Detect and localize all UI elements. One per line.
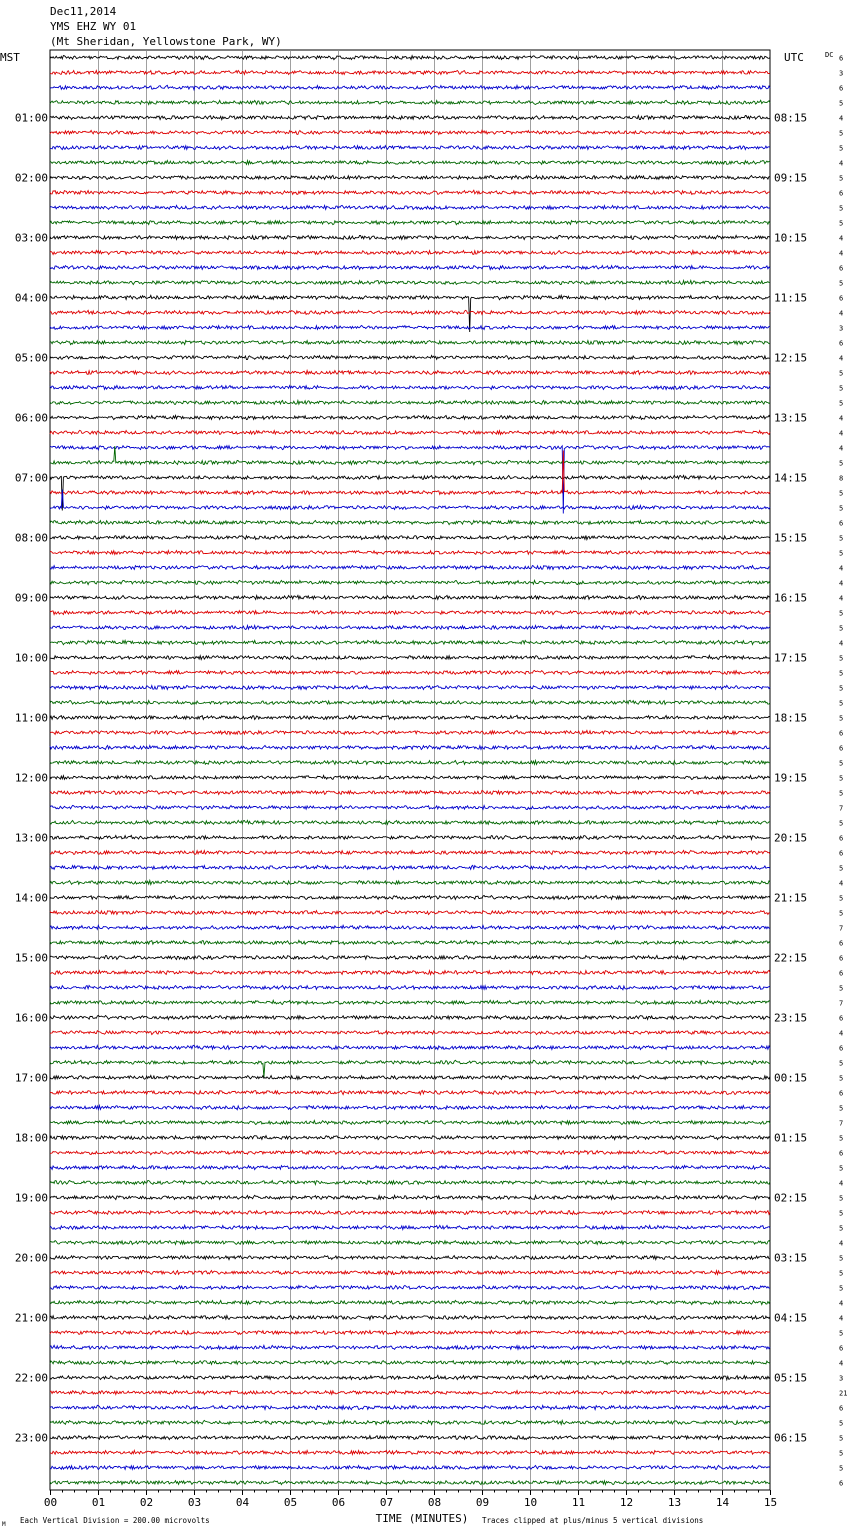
dc-value: 4: [839, 354, 844, 363]
dc-value: 4: [839, 114, 844, 123]
dc-value: 5: [839, 759, 844, 768]
x-tick-label: 12: [619, 1496, 634, 1509]
dc-value: 5: [839, 1134, 844, 1143]
dc-value: 4: [839, 249, 844, 258]
seismic-trace: [50, 940, 770, 944]
dc-value: 6: [839, 1404, 844, 1413]
dc-value: 3: [839, 1374, 844, 1383]
seismic-trace: [50, 430, 770, 434]
x-tick-label: 06: [331, 1496, 346, 1509]
seismic-trace: [50, 1075, 770, 1079]
dc-value: 5: [839, 714, 844, 723]
seismic-trace: [50, 865, 770, 869]
mst-hour-label: 18:00: [14, 1131, 48, 1145]
dc-value: 5: [839, 1284, 844, 1293]
utc-hour-label: 13:15: [774, 411, 808, 425]
seismic-trace: [50, 971, 770, 975]
dc-value: 6: [839, 729, 844, 738]
seismic-trace: [50, 1166, 770, 1170]
seismic-trace: [50, 266, 770, 270]
dc-value: 5: [839, 1074, 844, 1083]
mst-hour-label: 01:00: [14, 111, 48, 125]
seismic-trace: [50, 146, 770, 150]
seismic-trace: [50, 1375, 770, 1379]
mst-hour-label: 19:00: [14, 1191, 48, 1205]
seismic-trace: [50, 446, 770, 514]
dc-value: 5: [839, 654, 844, 663]
mst-hour-label: 02:00: [14, 171, 48, 185]
utc-hour-label: 10:15: [774, 231, 808, 245]
dc-value: 5: [839, 864, 844, 873]
seismic-trace: [50, 1405, 770, 1409]
dc-value: 5: [839, 1464, 844, 1473]
dc-value: 5: [839, 984, 844, 993]
seismic-trace: [50, 1225, 770, 1229]
dc-value: 4: [839, 579, 844, 588]
seismic-trace: [50, 685, 770, 689]
dc-value: 6: [839, 189, 844, 198]
corner-mark: M: [2, 1521, 6, 1528]
seismic-trace: [50, 1195, 770, 1199]
mst-hour-label: 04:00: [14, 291, 48, 305]
seismic-trace: [50, 1210, 770, 1214]
right-axis-label-utc: UTC: [784, 51, 804, 64]
dc-value: 3: [839, 69, 844, 78]
seismic-trace: [50, 1060, 770, 1077]
seismic-trace: [50, 1271, 770, 1275]
seismic-trace: [50, 566, 770, 570]
seismic-trace: [50, 776, 770, 780]
mst-hour-label: 20:00: [14, 1251, 48, 1265]
dc-value: 5: [839, 1209, 844, 1218]
seismic-trace: [50, 790, 770, 794]
seismic-trace: [50, 190, 770, 194]
x-axis-title: TIME (MINUTES): [375, 1512, 469, 1525]
x-tick-label: 08: [427, 1496, 442, 1509]
dc-value: 6: [839, 1344, 844, 1353]
mst-hour-label: 08:00: [14, 531, 48, 545]
dc-value: 5: [839, 1449, 844, 1458]
seismic-trace: [50, 310, 770, 314]
dc-value: 5: [839, 174, 844, 183]
dc-value: 7: [839, 1119, 844, 1128]
utc-hour-label: 14:15: [774, 471, 808, 485]
seismic-trace: [50, 820, 770, 824]
seismic-trace: [50, 611, 770, 615]
seismic-trace: [50, 1450, 770, 1454]
seismic-trace: [50, 281, 770, 285]
dc-value: 5: [839, 219, 844, 228]
dc-value: 5: [839, 1329, 844, 1338]
seismic-trace: [50, 371, 770, 375]
dc-value: 5: [839, 369, 844, 378]
utc-hour-label: 00:15: [774, 1071, 808, 1085]
dc-value: 5: [839, 459, 844, 468]
seismic-trace: [50, 640, 770, 644]
seismic-trace: [50, 116, 770, 120]
seismic-trace: [50, 340, 770, 344]
mst-hour-label: 06:00: [14, 411, 48, 425]
seismic-trace: [50, 1315, 770, 1319]
dc-value: 5: [839, 1164, 844, 1173]
dc-value: 6: [839, 1149, 844, 1158]
seismic-trace: [50, 925, 770, 929]
dc-value: 4: [839, 309, 844, 318]
dc-value: 6: [839, 969, 844, 978]
dc-value: 4: [839, 879, 844, 888]
seismic-trace: [50, 400, 770, 404]
utc-hour-label: 03:15: [774, 1251, 808, 1265]
dc-value: 4: [839, 159, 844, 168]
dc-value: 5: [839, 624, 844, 633]
seismic-trace: [50, 175, 770, 179]
dc-value: 3: [839, 324, 844, 333]
mst-hour-label: 12:00: [14, 771, 48, 785]
dc-value: 7: [839, 804, 844, 813]
dc-value: 4: [839, 234, 844, 243]
seismic-trace: [50, 580, 770, 584]
seismic-trace: [50, 1181, 770, 1185]
dc-value: 6: [839, 744, 844, 753]
dc-value: 21: [839, 1389, 848, 1398]
dc-value: 5: [839, 669, 844, 678]
mst-hour-label: 23:00: [14, 1431, 48, 1445]
seismic-trace: [50, 1391, 770, 1395]
seismic-trace: [50, 1136, 770, 1140]
utc-hour-label: 16:15: [774, 591, 808, 605]
seismic-trace: [50, 1480, 770, 1484]
mst-hour-label: 07:00: [14, 471, 48, 485]
seismic-trace: [50, 670, 770, 674]
seismic-trace: [50, 1435, 770, 1439]
dc-value: 5: [839, 384, 844, 393]
dc-value: 5: [839, 549, 844, 558]
dc-value: 6: [839, 84, 844, 93]
dc-value: 4: [839, 1239, 844, 1248]
dc-value: 4: [839, 1299, 844, 1308]
utc-hour-label: 19:15: [774, 771, 808, 785]
x-tick-label: 15: [763, 1496, 778, 1509]
mst-hour-label: 16:00: [14, 1011, 48, 1025]
dc-value: 6: [839, 1014, 844, 1023]
dc-value: 4: [839, 414, 844, 423]
mst-hour-label: 09:00: [14, 591, 48, 605]
mst-hour-label: 17:00: [14, 1071, 48, 1085]
seismic-trace: [50, 1000, 770, 1004]
utc-hour-label: 23:15: [774, 1011, 808, 1025]
seismic-trace: [50, 1031, 770, 1035]
mst-hour-label: 05:00: [14, 351, 48, 365]
seismic-trace: [50, 1285, 770, 1289]
x-tick-label: 11: [571, 1496, 586, 1509]
x-tick-label: 00: [43, 1496, 58, 1509]
dc-value: 6: [839, 264, 844, 273]
seismic-trace: [50, 655, 770, 659]
dc-value: 5: [839, 1224, 844, 1233]
seismic-trace: [50, 355, 770, 359]
seismic-trace: [50, 595, 770, 599]
utc-hour-label: 17:15: [774, 651, 808, 665]
seismic-trace: [50, 805, 770, 809]
dc-value: 5: [839, 1194, 844, 1203]
mst-hour-label: 10:00: [14, 651, 48, 665]
seismic-trace: [50, 850, 770, 854]
utc-hour-label: 22:15: [774, 951, 808, 965]
seismic-trace: [50, 386, 770, 390]
dc-value: 5: [839, 699, 844, 708]
dc-value: 5: [839, 129, 844, 138]
seismic-trace: [50, 746, 770, 750]
seismic-trace: [50, 551, 770, 555]
x-tick-label: 14: [715, 1496, 730, 1509]
seismic-trace: [50, 161, 770, 165]
utc-hour-label: 11:15: [774, 291, 808, 305]
dc-value: 5: [839, 1059, 844, 1068]
x-tick-label: 10: [523, 1496, 538, 1509]
dc-column-label: DC: [825, 51, 834, 59]
seismic-trace: [50, 896, 770, 900]
seismic-trace: [50, 956, 770, 960]
left-axis-label-mst: MST: [0, 51, 20, 64]
dc-value: 5: [839, 1104, 844, 1113]
utc-hour-label: 20:15: [774, 831, 808, 845]
dc-value: 5: [839, 1254, 844, 1263]
dc-value: 8: [839, 474, 844, 483]
seismic-trace: [50, 451, 770, 495]
dc-value: 5: [839, 1434, 844, 1443]
dc-value: 4: [839, 1179, 844, 1188]
seismic-trace: [50, 205, 770, 209]
dc-value: 5: [839, 789, 844, 798]
mst-hour-label: 21:00: [14, 1311, 48, 1325]
seismic-trace: [50, 85, 770, 89]
dc-value: 4: [839, 444, 844, 453]
seismic-trace: [50, 1300, 770, 1304]
x-tick-label: 09: [475, 1496, 490, 1509]
mst-hour-label: 11:00: [14, 711, 48, 725]
seismic-trace: [50, 1015, 770, 1019]
utc-hour-label: 09:15: [774, 171, 808, 185]
seismic-trace: [50, 715, 770, 719]
utc-hour-label: 06:15: [774, 1431, 808, 1445]
dc-value: 4: [839, 429, 844, 438]
utc-hour-label: 01:15: [774, 1131, 808, 1145]
dc-value: 5: [839, 534, 844, 543]
utc-hour-label: 08:15: [774, 111, 808, 125]
seismic-trace: [50, 761, 770, 765]
dc-value: 5: [839, 504, 844, 513]
utc-hour-label: 15:15: [774, 531, 808, 545]
seismic-trace: [50, 1420, 770, 1424]
x-tick-label: 01: [91, 1496, 106, 1509]
dc-value: 4: [839, 639, 844, 648]
scale-note: Each Vertical Division = 200.00 microvolts: [20, 1516, 210, 1525]
dc-value: 5: [839, 99, 844, 108]
dc-value: 5: [839, 909, 844, 918]
seismic-trace: [50, 1331, 770, 1335]
mst-hour-label: 03:00: [14, 231, 48, 245]
utc-hour-label: 18:15: [774, 711, 808, 725]
seismic-trace: [50, 100, 770, 104]
dc-value: 6: [839, 54, 844, 63]
dc-value: 4: [839, 564, 844, 573]
dc-value: 7: [839, 924, 844, 933]
seismic-trace: [50, 221, 770, 225]
seismic-trace: [50, 250, 770, 254]
seismic-trace: [50, 1105, 770, 1109]
seismic-trace: [50, 415, 770, 419]
seismic-trace: [50, 1240, 770, 1244]
seismic-trace: [50, 326, 770, 330]
seismic-trace: [50, 626, 770, 630]
utc-hour-label: 02:15: [774, 1191, 808, 1205]
x-tick-label: 04: [235, 1496, 250, 1509]
dc-value: 4: [839, 1314, 844, 1323]
trace-layer: [50, 56, 770, 1485]
dc-value: 5: [839, 609, 844, 618]
mst-hour-label: 14:00: [14, 891, 48, 905]
dc-value: 5: [839, 489, 844, 498]
dc-value: 7: [839, 999, 844, 1008]
dc-value: 6: [839, 294, 844, 303]
mst-hour-label: 22:00: [14, 1371, 48, 1385]
utc-hour-label: 12:15: [774, 351, 808, 365]
seismic-trace: [50, 880, 770, 884]
seismic-trace: [50, 700, 770, 704]
dc-value: 5: [839, 819, 844, 828]
dc-value: 6: [839, 519, 844, 528]
seismic-trace: [50, 130, 770, 134]
dc-value: 6: [839, 1479, 844, 1488]
seismic-trace: [50, 56, 770, 60]
dc-value: 6: [839, 849, 844, 858]
seismic-trace: [50, 1121, 770, 1125]
seismic-trace: [50, 1151, 770, 1155]
dc-value: 5: [839, 1419, 844, 1428]
mst-hour-label: 13:00: [14, 831, 48, 845]
dc-value: 5: [839, 1269, 844, 1278]
seismic-trace: [50, 235, 770, 239]
utc-hour-label: 04:15: [774, 1311, 808, 1325]
x-tick-label: 13: [667, 1496, 682, 1509]
utc-hour-label: 21:15: [774, 891, 808, 905]
utc-hour-label: 05:15: [774, 1371, 808, 1385]
x-tick-label: 05: [283, 1496, 298, 1509]
clip-note: Traces clipped at plus/minus 5 vertical divisions: [482, 1516, 704, 1525]
chart-date: Dec11,2014: [50, 5, 117, 18]
seismic-trace: [50, 1465, 770, 1469]
seismic-trace: [50, 520, 770, 524]
station-code: YMS EHZ WY 01: [50, 20, 137, 33]
dc-value: 5: [839, 684, 844, 693]
seismic-trace: [50, 1090, 770, 1094]
seismic-trace: [50, 535, 770, 539]
mst-hour-label: 15:00: [14, 951, 48, 965]
dc-value: 4: [839, 1359, 844, 1368]
dc-value: 6: [839, 1044, 844, 1053]
x-tick-label: 02: [139, 1496, 154, 1509]
x-tick-label: 07: [379, 1496, 394, 1509]
dc-value: 6: [839, 339, 844, 348]
seismic-trace: [50, 70, 770, 74]
seismic-trace: [50, 835, 770, 839]
dc-value: 6: [839, 939, 844, 948]
seismic-trace: [50, 1045, 770, 1049]
seismic-trace: [50, 1345, 770, 1349]
dc-value: 4: [839, 594, 844, 603]
dc-value: 5: [839, 399, 844, 408]
dc-value: 4: [839, 1029, 844, 1038]
seismic-trace: [50, 731, 770, 735]
x-tick-label: 03: [187, 1496, 202, 1509]
seismic-trace: [50, 1256, 770, 1260]
seismic-trace: [50, 911, 770, 915]
seismic-trace: [50, 446, 770, 465]
dc-value: 5: [839, 144, 844, 153]
dc-value: 6: [839, 1089, 844, 1098]
seismic-trace: [50, 986, 770, 990]
dc-value: 5: [839, 894, 844, 903]
dc-value: 6: [839, 834, 844, 843]
seismic-trace: [50, 1360, 770, 1364]
dc-value: 6: [839, 954, 844, 963]
dc-value: 5: [839, 774, 844, 783]
station-location: (Mt Sheridan, Yellowstone Park, WY): [50, 35, 282, 48]
dc-value: 5: [839, 279, 844, 288]
dc-value: 5: [839, 204, 844, 213]
